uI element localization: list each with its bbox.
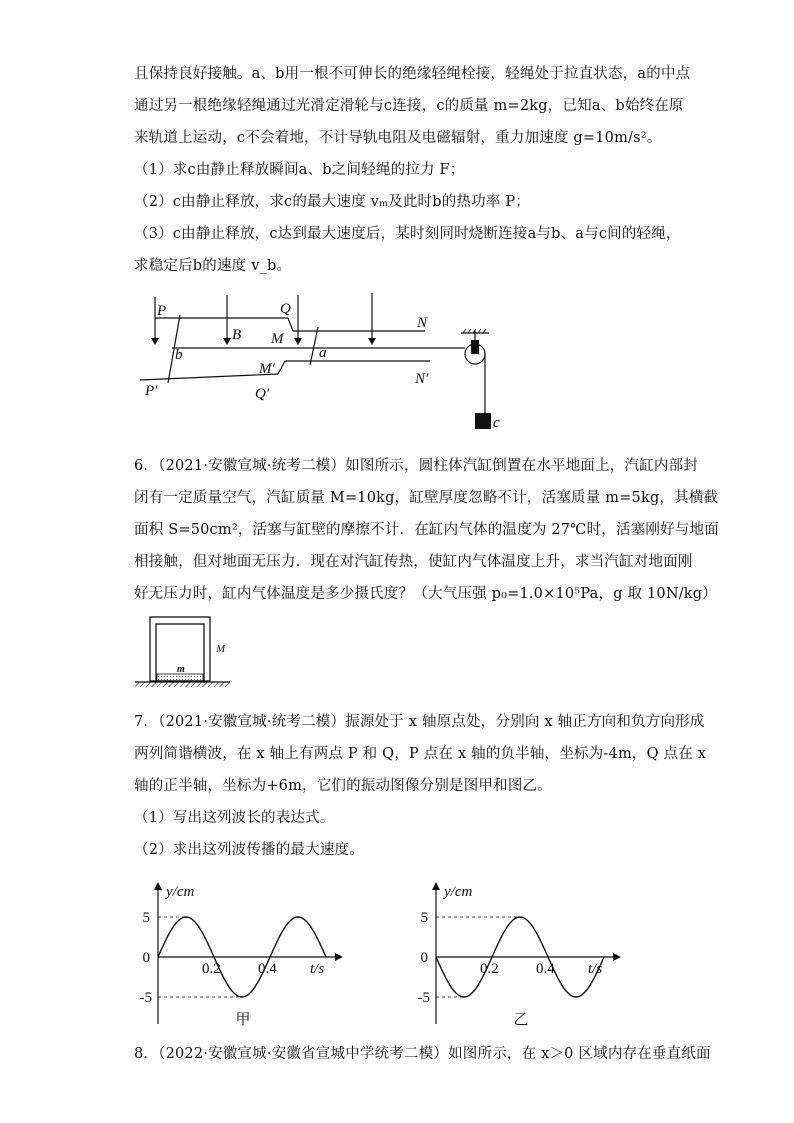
text-line: 两列简谐横波，在 x 轴上有两点 P 和 Q，P 点在 x 轴的负半轴，坐标为-4m，Q 点在 x	[134, 746, 707, 762]
label-a: a	[319, 345, 327, 361]
text-line: 闭有一定质量空气，汽缸质量 M=10kg，缸壁厚度忽略不计，活塞质量 m=5kg，其横截	[134, 490, 719, 506]
y-axis-arrow	[154, 882, 162, 890]
y-axis-label: y/cm	[444, 884, 473, 900]
text-line: （1）写出这列波长的表达式。	[134, 810, 335, 826]
label-B: B	[232, 327, 242, 343]
x-tick-label: 0.2	[202, 961, 221, 977]
text-line: 6．（2021·安徽宣城·统考二模）如图所示，圆柱体汽缸倒置在水平地面上，汽缸内部封	[134, 458, 698, 474]
x-tick-label: 0.4	[258, 961, 277, 977]
x-tick-label: 0.2	[480, 961, 499, 977]
text-line: 面积 S=50cm²，活塞与缸壁的摩擦不计．在缸内气体的温度为 27℃时，活塞刚好与地面	[134, 522, 719, 538]
chart-title: 乙	[513, 1012, 529, 1028]
text-line: 轴的正半轴，坐标为+6m，它们的振动图像分别是图甲和图乙。	[134, 778, 552, 794]
y-tick-label: 0	[142, 950, 150, 966]
ground-hatch	[135, 682, 230, 687]
chart-title: 甲	[235, 1012, 251, 1028]
y-tick-label: 5	[142, 910, 150, 926]
wave-chart-yi	[408, 878, 628, 1030]
label-M: M	[271, 331, 284, 347]
mass-block-c	[475, 413, 491, 429]
piston	[157, 674, 203, 681]
label-m: m	[177, 664, 185, 675]
x-axis-label: t/s	[310, 961, 325, 977]
text-line: （1）求c由静止释放瞬间a、b之间轻绳的拉力 F；	[134, 162, 465, 178]
x-axis-label: t/s	[588, 961, 603, 977]
label-P-prime: P′	[145, 383, 158, 399]
label-N: N	[417, 315, 428, 331]
text-line: 来轨道上运动，c不会着地，不计导轨电阻及电磁辐射，重力加速度 g=10m/s²。	[134, 130, 662, 146]
x-axis-arrow	[335, 953, 343, 961]
text-line: （2）求出这列波传播的最大速度。	[134, 842, 364, 858]
label-b: b	[175, 347, 183, 363]
y-tick-label: 0	[420, 950, 428, 966]
text-line: （2）c由静止释放，求c的最大速度 vₘ及此时b的热功率 P；	[134, 194, 531, 210]
rail-diagram	[135, 285, 515, 435]
x-tick-label: 0.4	[536, 961, 555, 977]
text-line: 相接触，但对地面无压力．现在对汽缸传热，使缸内气体温度上升，求当汽缸对地面刚	[134, 554, 693, 570]
label-N-prime: N′	[415, 371, 429, 387]
label-M-prime: M′	[259, 361, 275, 377]
text-line: 好无压力时，缸内气体温度是多少摄氏度？（大气压强 p₀=1.0×10⁵Pa，g 取 10N/kg）	[134, 586, 717, 602]
y-tick-label: -5	[139, 990, 152, 1006]
text-line: 8．（2022·安徽宣城·安徽省宣城中学统考二模）如图所示，在 x＞0 区域内存在垂直纸面	[134, 1046, 711, 1062]
cylinder-diagram	[130, 612, 240, 692]
y-tick-label: 5	[420, 910, 428, 926]
text-line: 求稳定后b的速度 v_b。	[134, 258, 292, 274]
y-axis-arrow	[432, 882, 440, 890]
text-line: 通过另一根绝缘轻绳通过光滑定滑轮与c连接，c的质量 m=2kg，已知a、b始终在原	[134, 98, 684, 114]
wave-chart-jia	[130, 878, 350, 1030]
text-line: 7．（2021·安徽宣城·统考二模）振源处于 x 轴原点处，分别向 x 轴正方向和负方向形成	[134, 714, 705, 730]
text-line: （3）c由静止释放，c达到最大速度后，某时刻同时烧断连接a与b、a与c间的轻绳，	[134, 226, 681, 242]
y-tick-label: -5	[417, 990, 430, 1006]
label-c: c	[493, 415, 500, 431]
text-line: 且保持良好接触。a、b用一根不可伸长的绝缘轻绳栓接，轻绳处于拉直状态，a的中点	[134, 66, 691, 82]
x-axis-arrow	[613, 953, 621, 961]
label-M: M	[216, 643, 226, 655]
y-axis-label: y/cm	[166, 884, 195, 900]
label-Q: Q	[280, 301, 291, 317]
label-P: P	[157, 303, 167, 319]
label-Q-prime: Q′	[255, 386, 270, 402]
